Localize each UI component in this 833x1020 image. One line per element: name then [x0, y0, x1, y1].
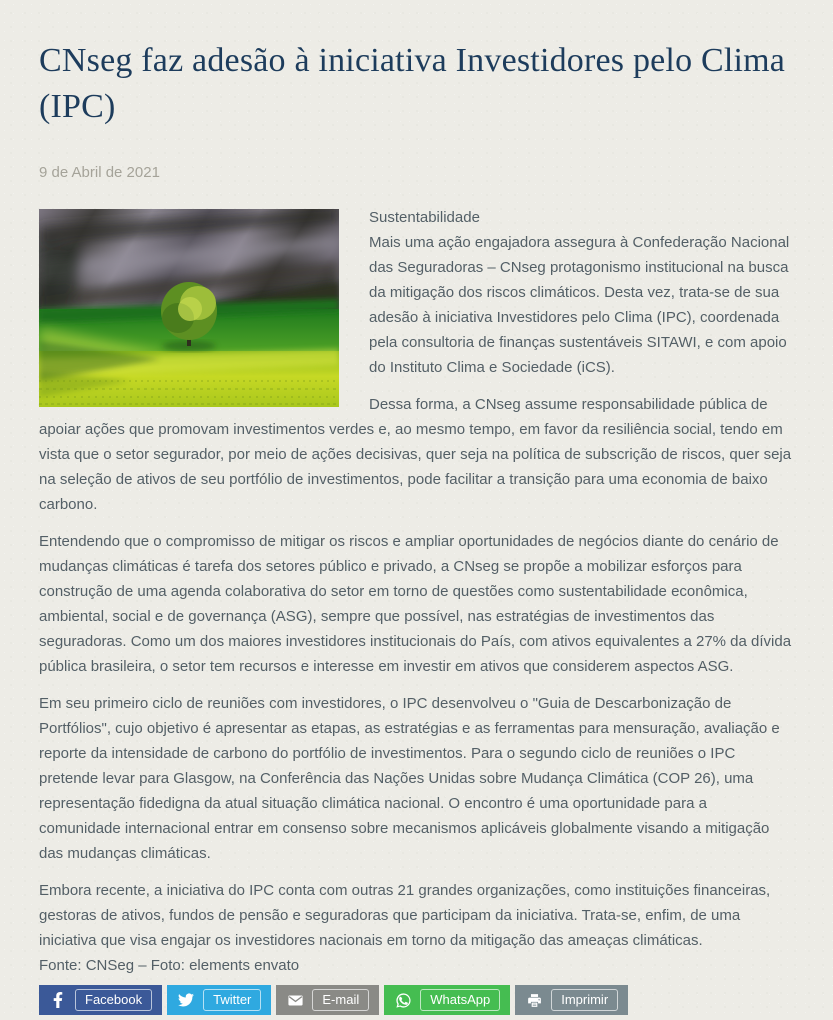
- article-body: [39, 205, 792, 978]
- article-paragraph-4: Em seu primeiro ciclo de reuniões com investidores, o IPC desenvolveu o "Guia de Descarbonização de Portfólios", cujo objetivo é apresentar as etapas, as estratégias e as ferramentas para mensuração, avaliação e reporte da intensidade de carbono do portfólio de investimentos. Para o segundo ciclo de reuniões o IPC pretende levar para Glasgow, na Conferência das Nações Unidas sobre Mudança Climática (COP 26), uma representação fidedigna da atual situação climática nacional. O encontro é uma oportunidade para a comunidade internacional entrar em consenso sobre mecanismos aplicáveis globalmente visando a mitigação das mudanças climáticas.: [39, 695, 780, 862]
- share-button-label: Twitter: [203, 989, 261, 1011]
- share-button-label: Facebook: [75, 989, 152, 1011]
- print-icon: [525, 991, 543, 1009]
- article-paragraph-5: Embora recente, a iniciativa do IPC conta com outras 21 grandes organizações, como instituições financeiras, gestoras de ativos, fundos de pensão e seguradoras que participam da iniciativa. Trata-se, enfim, de uma iniciativa que visa engajar os investidores nacionais em torno da mitigação das ameaças climáticas.: [39, 882, 771, 949]
- page-title: CNseg faz adesão à iniciativa Investidores pelo Clima (IPC): [39, 42, 786, 125]
- article-paragraph-1: Mais uma ação engajadora assegura à Confederação Nacional das Seguradoras – CNseg protagonismo institucional na busca da mitigação dos riscos climáticos. Desta vez, trata-se de sua adesão à iniciativa Investidores pelo Clima (IPC), coordenada pela consultoria de finanças sustentáveis SITAWI, e com apoio do Instituto Clima e Sociedade (iCS).: [369, 234, 790, 376]
- article-paragraph-2: Dessa forma, a CNseg assume responsabilidade pública de apoiar ações que promovam investimentos verdes e, ao mesmo tempo, em favor da resiliência social, tendo em vista que o setor segurador, por meio de ações decisivas, quer seja na política de subscrição de riscos, quer seja na seleção de ativos de seu portfólio de investimentos, pode facilitar a transição para uma economia de baixo carbono.: [39, 396, 792, 513]
- whatsapp-icon: [394, 991, 412, 1009]
- facebook-icon: [49, 991, 67, 1009]
- share-button-label: E-mail: [312, 989, 369, 1011]
- share-twitter-button[interactable]: [167, 985, 271, 1015]
- twitter-icon: [177, 991, 195, 1009]
- share-whatsapp-button[interactable]: [384, 985, 510, 1015]
- share-facebook-button[interactable]: [39, 985, 162, 1015]
- share-buttons: [39, 985, 792, 1015]
- article-image: [39, 209, 339, 407]
- share-print-button[interactable]: [515, 985, 628, 1015]
- tree-field-photo: [39, 209, 339, 407]
- article-date: 9 de Abril de 2021: [39, 164, 160, 181]
- article-paragraph-3: Entendendo que o compromisso de mitigar os riscos e ampliar oportunidades de negócios diante do cenário de mudanças climáticas é tarefa dos setores público e privado, a CNseg se propõe a mobilizar esforços para construção de uma agenda colaborativa do setor em torno de questões como sustentabilidade econômica, ambiental, social e de governança (ASG), sempre que possível, nas estratégias de investimentos das seguradoras. Como um dos maiores investidores institucionais do País, com ativos equivalentes a 27% da dívida pública brasileira, o setor tem recursos e interesse em investir em ativos que considerem aspectos ASG.: [39, 533, 792, 675]
- email-icon: [286, 991, 304, 1009]
- share-email-button[interactable]: [276, 985, 379, 1015]
- share-button-label: Imprimir: [551, 989, 618, 1011]
- share-button-label: WhatsApp: [420, 989, 500, 1011]
- article-source: Fonte: CNSeg – Foto: elements envato: [39, 957, 300, 974]
- article-category: Sustentabilidade: [369, 209, 480, 226]
